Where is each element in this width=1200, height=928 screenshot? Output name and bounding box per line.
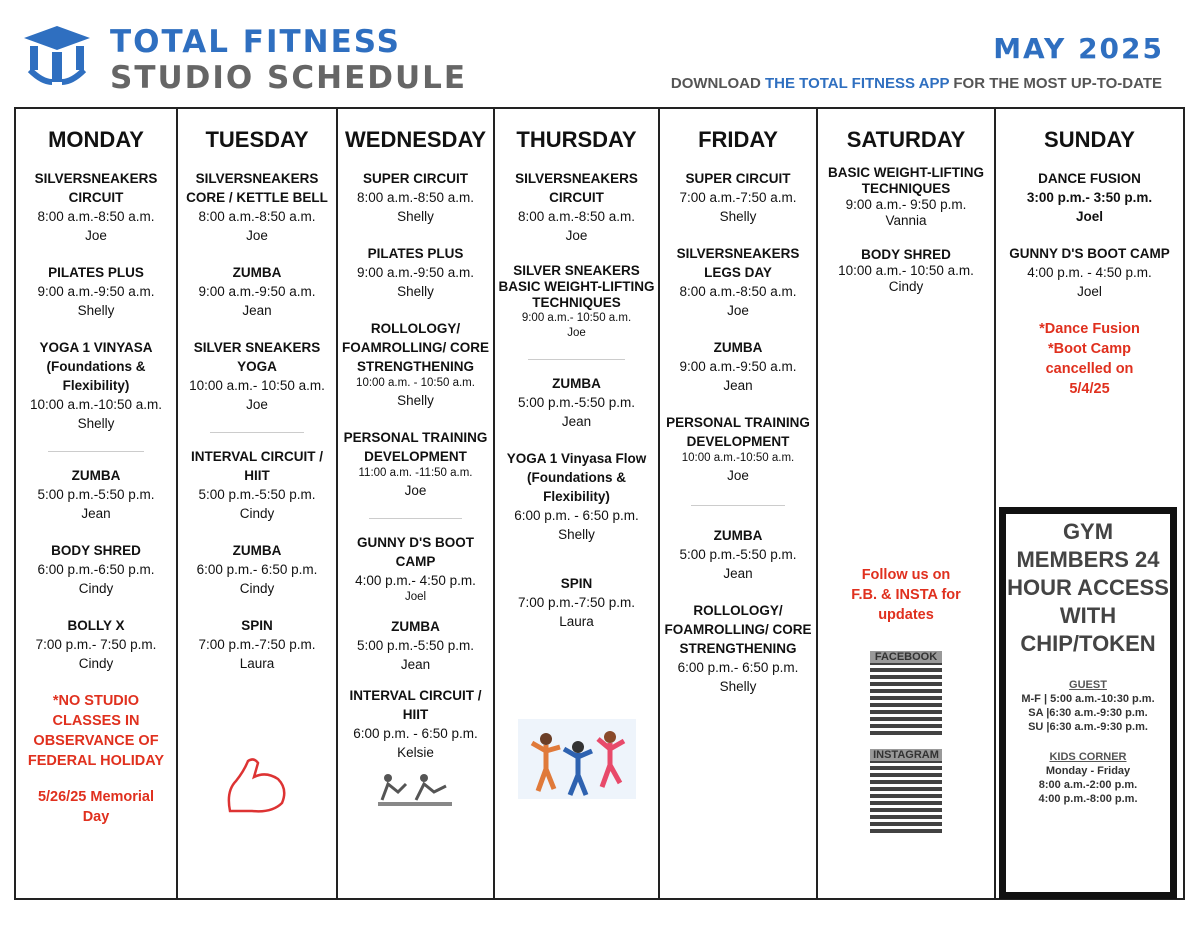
gym-access-title: GYM MEMBERS 24 HOUR ACCESS WITH CHIP/TOKEN [1007,519,1169,656]
class-entry [338,686,493,762]
day-column-saturday [818,109,996,898]
class-entry [660,338,816,395]
class-title: PERSONAL TRAINING DEVELOPMENT [343,430,488,464]
class-title: ZUMBA [232,265,282,280]
divider [369,518,462,519]
divider [691,505,785,506]
day-title: SUNDAY [1044,127,1135,152]
class-entry [16,263,176,320]
class-time: 9:00 a.m.-9:50 a.m. [37,284,155,299]
class-title: SILVERSNEAKERS CIRCUIT [34,171,158,205]
class-title: SILVERSNEAKERS LEGS DAY [676,246,800,280]
schedule-grid [14,107,1185,900]
class-entry [996,169,1183,226]
schedule-month: MAY 2025 [993,32,1164,65]
class-title: ZUMBA [71,468,121,483]
class-entry [178,447,336,523]
class-time: 5:00 p.m.-5:50 p.m. [37,487,155,502]
class-title: GUNNY D'S BOOT CAMP [1009,246,1170,261]
class-title: ROLLOLOGY/ FOAMROLLING/ CORE STRENGTHENING [342,321,489,374]
class-instructor: Cindy [239,506,275,521]
class-time: 10:00 a.m. - 10:50 a.m. [356,377,475,389]
day-title: MONDAY [48,127,144,152]
class-instructor: Shelly [719,209,757,224]
class-title: ZUMBA [552,376,601,391]
class-entry [178,338,336,414]
workout-figures-icon [376,770,456,810]
class-title: BODY SHRED [861,247,951,262]
day-title: SATURDAY [846,127,966,152]
flexed-arm-icon [222,751,292,821]
class-title: ROLLOLOGY/ FOAMROLLING/ CORE STRENGTHENING [664,603,812,656]
guest-label: GUEST [1069,679,1107,691]
class-instructor: Joe [85,228,107,243]
class-entry [338,169,493,226]
class-instructor: Shelly [397,209,434,224]
class-instructor: Joel [404,591,427,603]
class-title: SILVER SNEAKERS BASIC WEIGHT-LIFTING TECHNIQUES [498,263,655,310]
day-column-sunday [996,109,1183,898]
class-entry [818,165,994,229]
brand-title: TOTAL FITNESS [110,24,402,60]
class-entry [338,428,493,500]
class-instructor: Jean [723,566,753,581]
class-title: BOLLY X [67,618,125,633]
class-entry [338,319,493,410]
class-instructor: Jean [723,378,753,393]
class-entry [16,541,176,598]
facebook-qr-code[interactable] [870,663,942,735]
class-time: 8:00 a.m.-8:50 a.m. [37,209,155,224]
class-instructor: Shelly [397,393,434,408]
class-entry [660,244,816,320]
divider [210,432,305,433]
day-title: WEDNESDAY [345,127,486,152]
class-instructor: Shelly [719,679,757,694]
class-entry [996,244,1183,301]
class-time: 6:00 p.m.-6:50 p.m. [37,562,155,577]
class-title: PILATES PLUS [48,265,144,280]
class-instructor: Kelsie [397,745,434,760]
class-instructor: Laura [559,614,594,629]
class-instructor: Jean [561,414,592,429]
class-title: ZUMBA [713,528,763,543]
class-time: 8:00 a.m.-8:50 a.m. [198,209,316,224]
class-entry [818,247,994,295]
class-instructor: Vannia [885,213,927,228]
class-title: SUPER CIRCUIT [362,171,468,186]
class-entry [178,616,336,673]
class-entry [660,526,816,583]
class-time: 7:00 p.m.- 7:50 p.m. [35,637,157,652]
gym-access-box [999,507,1177,899]
class-title: DANCE FUSION [1038,171,1141,186]
class-title: SUPER CIRCUIT [685,171,791,186]
facebook-label: FACEBOOK [870,651,942,663]
class-time: 5:00 p.m.-5:50 p.m. [517,395,636,410]
class-entry [495,374,658,431]
class-entry [495,169,658,245]
holiday-date: 5/26/25 Memorial Day [37,789,155,825]
guest-hours-0: M-F | 5:00 a.m.-10:30 p.m. [1021,693,1155,705]
kids-hours-2: 4:00 p.m.-8:00 p.m. [1038,793,1138,805]
class-title: PILATES PLUS [367,246,464,261]
instagram-qr-code[interactable] [870,761,942,833]
class-time: 6:00 p.m.- 6:50 p.m. [677,660,799,675]
class-title: GUNNY D'S BOOT CAMP [357,535,474,569]
kids-hours-0: Monday - Friday [1045,765,1131,777]
class-instructor: Cindy [239,581,275,596]
day-column-friday [660,109,818,898]
class-entry [16,169,176,245]
class-title: ZUMBA [232,543,282,558]
kids-hours-1: 8:00 a.m.-2:00 p.m. [1038,779,1138,791]
class-time: 7:00 p.m.-7:50 p.m. [517,595,636,610]
brand-subtitle: STUDIO SCHEDULE [110,60,468,96]
class-time: 8:00 a.m.-8:50 a.m. [517,209,636,224]
class-title: SILVER SNEAKERS YOGA [193,340,321,374]
class-instructor: Joe [565,228,588,243]
day-title: FRIDAY [698,127,778,152]
class-instructor: Cindy [888,279,924,294]
day-column-tuesday [178,109,338,898]
class-time: 6:00 p.m.- 6:50 p.m. [196,562,318,577]
class-instructor: Jean [400,657,431,672]
class-entry [495,574,658,631]
class-title: BASIC WEIGHT-LIFTING TECHNIQUES [828,165,984,196]
class-title: YOGA 1 VINYASA (Foundations & Flexibility) [39,340,153,393]
class-entry [495,449,658,544]
class-entry [338,533,493,605]
class-instructor: Joe [246,228,268,243]
class-time: 10:00 a.m.- 10:50 a.m. [189,378,325,393]
day-column-wednesday [338,109,495,898]
class-instructor: Cindy [78,581,114,596]
holiday-notice: *NO STUDIO CLASSES IN OBSERVANCE OF FEDERAL HOLIDAY [27,693,165,769]
kids-corner-label: KIDS CORNER [1049,751,1127,763]
divider [48,451,144,452]
class-time: 8:00 a.m.-8:50 a.m. [356,190,475,205]
class-time: 10:00 a.m.- 10:50 a.m. [838,263,974,278]
class-instructor: Shelly [77,303,115,318]
day-column-monday [16,109,178,898]
class-entry [178,541,336,598]
class-entry [660,601,816,696]
class-time: 9:00 a.m.-9:50 a.m. [198,284,316,299]
divider [528,359,626,360]
class-instructor: Shelly [77,416,115,431]
download-post: FOR THE MOST UP-TO-DATE [949,75,1162,92]
class-time: 9:00 a.m.-9:50 a.m. [679,359,797,374]
class-entry [338,244,493,301]
guest-hours-1: SA |6:30 a.m.-9:30 p.m. [1028,707,1148,719]
class-title: SILVERSNEAKERS CIRCUIT [515,171,638,205]
class-entry [660,413,816,485]
cancellation-note: *Dance Fusion *Boot Camp cancelled on 5/4/25 [1039,321,1140,397]
class-instructor: Shelly [558,527,595,542]
class-time: 9:00 a.m.- 10:50 a.m. [521,312,632,324]
class-time: 10:00 a.m.-10:50 a.m. [681,452,795,464]
class-instructor: Joe [246,397,268,412]
class-instructor: Joe [404,483,427,498]
class-entry [338,617,493,674]
class-time: 5:00 p.m.-5:50 p.m. [198,487,316,502]
class-instructor: Shelly [397,284,434,299]
class-time: 9:00 a.m.- 9:50 p.m. [845,197,967,212]
class-title: ZUMBA [391,619,440,634]
class-title: SPIN [560,576,593,591]
class-entry [178,263,336,320]
class-time: 6:00 p.m. - 6:50 p.m. [353,726,478,741]
follow-us-note: Follow us on F.B. & INSTA for updates [851,567,961,623]
class-time: 10:00 a.m.-10:50 a.m. [29,397,163,412]
class-instructor: Laura [239,656,275,671]
class-instructor: Joe [567,327,586,339]
class-time: 8:00 a.m.-8:50 a.m. [679,284,797,299]
class-time: 3:00 p.m.- 3:50 p.m. [1026,190,1153,205]
class-time: 4:00 p.m. - 4:50 p.m. [1027,265,1152,280]
class-instructor: Jean [242,303,272,318]
class-entry [16,616,176,673]
class-instructor: Joel [1075,209,1103,224]
instagram-label: INSTAGRAM [870,749,942,761]
day-title: THURSDAY [516,127,637,152]
class-title: PERSONAL TRAINING DEVELOPMENT [666,415,810,449]
class-entry [660,169,816,226]
class-title: SILVERSNEAKERS CORE / KETTLE BELL [186,171,328,205]
class-time: 5:00 p.m.-5:50 p.m. [356,638,475,653]
class-time: 7:00 a.m.-7:50 a.m. [679,190,797,205]
class-title: YOGA 1 Vinyasa Flow (Foundations & Flexibility) [506,451,647,504]
class-instructor: Joe [727,468,749,483]
app-link[interactable]: THE TOTAL FITNESS APP [765,75,950,92]
class-entry [16,338,176,433]
tf-shield-logo-icon [22,24,92,86]
day-column-thursday [495,109,660,898]
download-note [671,75,1162,92]
dancers-icon [518,719,636,799]
guest-hours-2: SU |6:30 a.m.-9:30 p.m. [1028,721,1148,733]
class-time: 5:00 p.m.-5:50 p.m. [679,547,797,562]
class-time: 11:00 a.m. -11:50 a.m. [358,467,473,479]
class-time: 9:00 a.m.-9:50 a.m. [356,265,475,280]
download-pre: DOWNLOAD [670,75,766,92]
class-entry [178,169,336,245]
class-instructor: Jean [81,506,111,521]
class-title: BODY SHRED [51,543,141,558]
day-title: TUESDAY [205,127,309,152]
class-time: 6:00 p.m. - 6:50 p.m. [514,508,639,523]
class-title: INTERVAL CIRCUIT / HIIT [190,449,323,483]
class-entry [495,263,658,341]
class-title: INTERVAL CIRCUIT / HIIT [349,688,482,722]
class-time: 4:00 p.m.- 4:50 p.m. [355,573,476,588]
class-instructor: Joel [1077,284,1102,299]
class-instructor: Cindy [78,656,114,671]
class-title: SPIN [241,618,273,633]
class-instructor: Joe [727,303,749,318]
class-title: ZUMBA [713,340,763,355]
class-time: 7:00 p.m.-7:50 p.m. [198,637,316,652]
class-entry [16,466,176,523]
